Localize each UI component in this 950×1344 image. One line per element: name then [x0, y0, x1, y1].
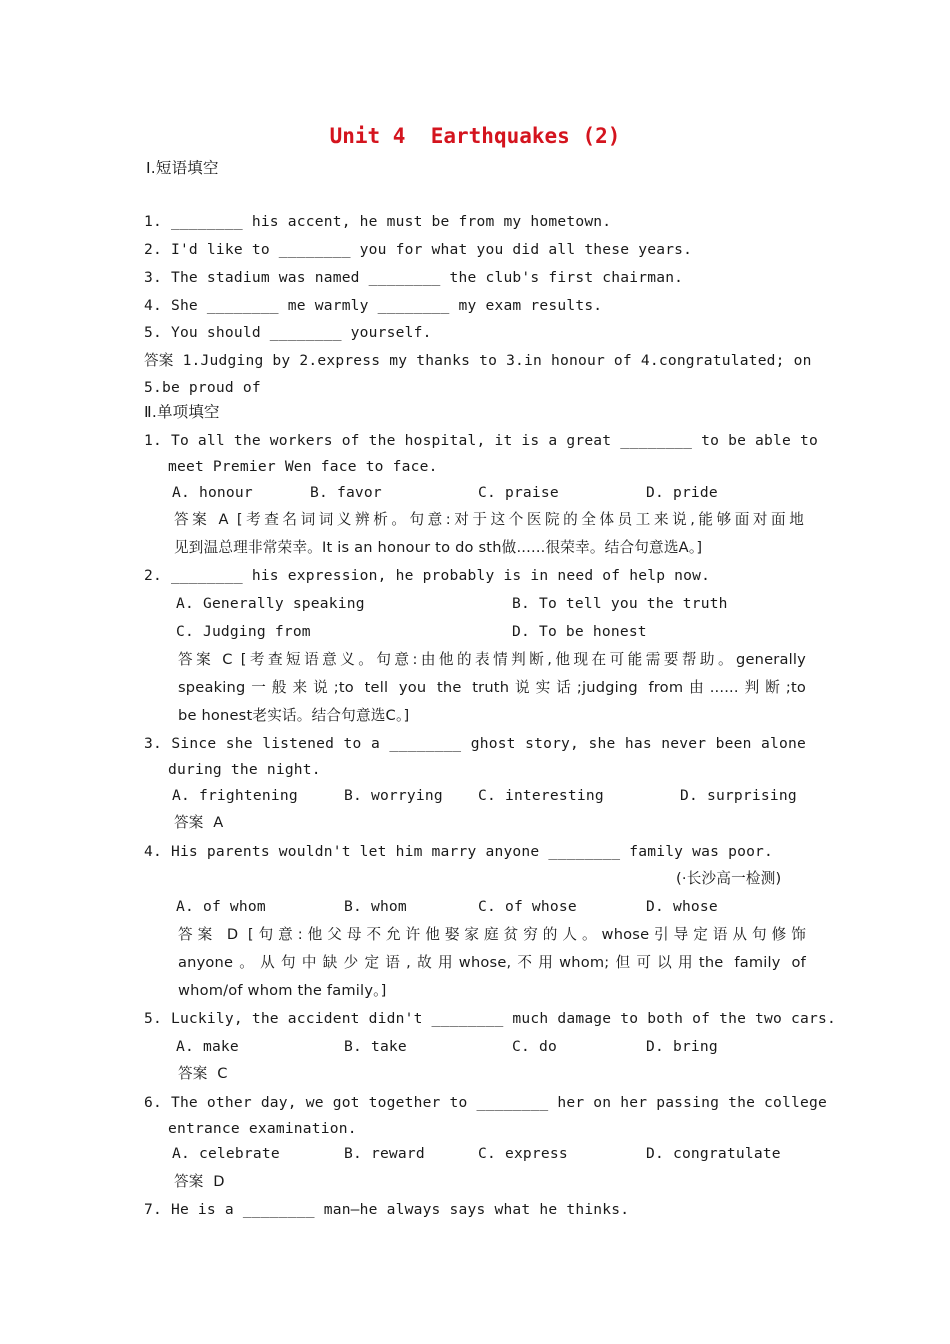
section-heading-single-choice: Ⅱ.单项填空 — [144, 403, 220, 421]
question-2-option-a: A. Generally speaking — [176, 595, 365, 612]
phrase-item-1: 1. ________ his accent, he must be from my hometown. — [144, 213, 612, 230]
question-4-option-d: D. whose — [646, 898, 718, 915]
question-6-line2: entrance examination. — [168, 1120, 357, 1137]
phrase-answers-line2: 5.be proud of — [144, 379, 261, 396]
question-5-answer: 答案 C — [178, 1065, 228, 1082]
question-3-line2: during the night. — [168, 761, 321, 778]
question-4-answer-line1: 答案 D [句意:他父母不允许他娶家庭贫穷的人。whose引导定语从句修饰 — [178, 926, 806, 943]
question-1-line2: meet Premier Wen face to face. — [168, 458, 438, 475]
question-6-answer: 答案 D — [174, 1173, 225, 1190]
question-2-answer-line2: speaking一般来说;to tell you the truth说实话;judging from由......判断;to — [178, 679, 806, 696]
question-3-line1: 3. Since she listened to a ________ ghost story, she has never been alone — [144, 735, 806, 752]
question-6-line1: 6. The other day, we got together to ________ her on her passing the college — [144, 1094, 827, 1111]
question-6-option-c: C. express — [478, 1145, 568, 1162]
question-6-option-b: B. reward — [344, 1145, 425, 1162]
question-6-option-a: A. celebrate — [172, 1145, 280, 1162]
question-3-option-b: B. worrying — [344, 787, 443, 804]
question-5-line1: 5. Luckily, the accident didn't ________ much damage to both of the two cars. — [144, 1010, 836, 1027]
question-5-option-b: B. take — [344, 1038, 407, 1055]
question-1-option-a: A. honour — [172, 484, 253, 501]
phrase-item-2: 2. I'd like to ________ you for what you did all these years. — [144, 241, 693, 258]
question-4-source: (·长沙高一检测) — [676, 870, 782, 887]
question-1-option-d: D. pride — [646, 484, 718, 501]
question-1-answer-line2: 见到温总理非常荣幸。It is an honour to do sth做......很荣幸。结合句意选A。] — [174, 539, 703, 556]
question-1-line1: 1. To all the workers of the hospital, it is a great ________ to be able to — [144, 432, 818, 449]
phrase-answers-line1: 答案 1.Judging by 2.express my thanks to 3.in honour of 4.congratulated; on — [144, 352, 812, 369]
question-4-option-c: C. of whose — [478, 898, 577, 915]
question-3-option-c: C. interesting — [478, 787, 604, 804]
question-2-answer-line3: be honest老实话。结合句意选C。] — [178, 707, 410, 724]
question-4-option-a: A. of whom — [176, 898, 266, 915]
question-3-answer: 答案 A — [174, 814, 224, 831]
phrase-item-5: 5. You should ________ yourself. — [144, 324, 432, 341]
question-2-option-d: D. To be honest — [512, 623, 647, 640]
page-title: Unit 4 Earthquakes (2) — [329, 124, 621, 148]
question-3-option-a: A. frightening — [172, 787, 298, 804]
question-4-option-b: B. whom — [344, 898, 407, 915]
question-4-answer-line2: anyone。从句中缺少定语,故用whose,不用whom;但可以用the family of — [178, 954, 806, 971]
phrase-item-3: 3. The stadium was named ________ the club's first chairman. — [144, 269, 684, 286]
question-1-option-c: C. praise — [478, 484, 559, 501]
question-5-option-d: D. bring — [646, 1038, 718, 1055]
question-5-option-a: A. make — [176, 1038, 239, 1055]
question-7-line1: 7. He is a ________ man—he always says what he thinks. — [144, 1201, 630, 1218]
section-heading-phrases: Ⅰ.短语填空 — [146, 159, 219, 177]
question-2-option-c: C. Judging from — [176, 623, 311, 640]
question-2-answer-line1: 答案 C [考查短语意义。句意:由他的表情判断,他现在可能需要帮助。generally — [178, 651, 806, 668]
question-3-option-d: D. surprising — [680, 787, 797, 804]
question-1-answer-line1: 答案 A [考查名词词义辨析。句意:对于这个医院的全体员工来说,能够面对面地 — [174, 511, 804, 528]
question-2-line1: 2. ________ his expression, he probably is in need of help now. — [144, 567, 711, 584]
question-4-answer-line3: whom/of whom the family。] — [178, 982, 387, 999]
question-5-option-c: C. do — [512, 1038, 557, 1055]
question-6-option-d: D. congratulate — [646, 1145, 781, 1162]
question-4-line1: 4. His parents wouldn't let him marry anyone ________ family was poor. — [144, 843, 774, 860]
question-1-option-b: B. favor — [310, 484, 382, 501]
question-2-option-b: B. To tell you the truth — [512, 595, 728, 612]
phrase-item-4: 4. She ________ me warmly ________ my exam results. — [144, 297, 603, 314]
